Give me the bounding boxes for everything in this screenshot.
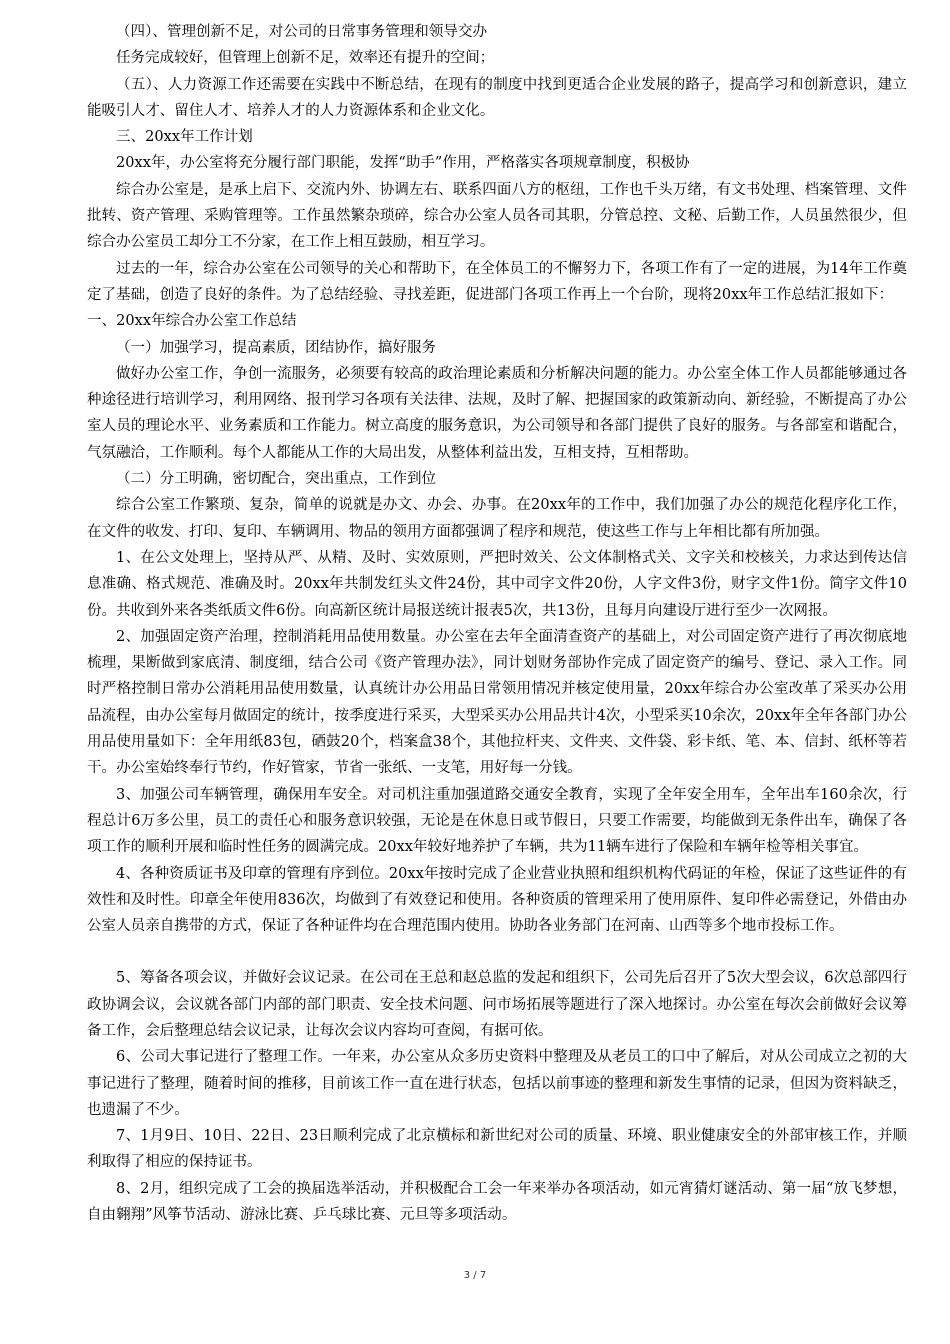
paragraph: （五）、人力资源工作还需要在实践中不断总结，在现有的制度中找到更适合企业发展的路子，提高学习和创新意识，建立能吸引人才、留住人才、培养人才的人力资源体系和企业文化。 — [87, 76, 907, 119]
list-item: 6、公司大事记进行了整理工作。一年来，办公室从众多历史资料中整理及从老员工的口中了解后，对从公司成立之初的大事记进行了整理，随着时间的推移，目前该工作一直在进行状态，包括以前事迹的整理和新发生事情的记录，但因为资料缺乏，也遗漏了不少。 — [87, 1049, 907, 1118]
paragraph: 综合办公室是，是承上启下、交流内外、协调左右、联系四面八方的枢纽，工作也千头万绪，有文书处理、档案管理、文件批转、资产管理、采购管理等。工作虽然繁杂琐碎，综合办公室人员各司其职，分管总控、文秘、后勤工作，人员虽然很少，但综合办公室员工却分工不分家，在工作上相互鼓励，相互学习。 — [87, 181, 907, 251]
list-item: 5、筹备各项会议，并做好会议记录。在公司在王总和赵总监的发起和组织下，公司先后召开了5次大型会议，6次总部四行政协调会议，会议就各部门内部的部门职责、安全技术问题、问市场拓展等题进行了深入地探讨。办公室在每次会前做好会议筹备工作，会后整理总结会议记录，让每次会议内容均可查阅，有据可依。 — [87, 970, 907, 1039]
section-heading: 三、20xx年工作计划 — [116, 129, 253, 146]
paragraph: （四）、管理创新不足，对公司的日常事务管理和领导交办 — [116, 24, 488, 40]
list-item: 4、各种资质证书及印章的管理有序到位。20xx年按时完成了企业营业执照和组织机构代码证的年检，保证了这些证件的有效性和及时性。印章全年使用836次，均做到了有效登记和使用。各种资质的管理采用了使用原件、复印件必需登记，外借由办公室人员亲自携带的方式，保证了各种证件均在合理范围内使用。协助各业务部门在河南、山西等多个地市投标工作。 — [87, 865, 907, 935]
list-item: 8、2月，组织完成了工会的换届选举活动，并积极配合工会一年来举办各项活动，如元宵猜灯谜活动、第一届“放飞梦想，自由翱翔”风筝节活动、游泳比赛、乒乓球比赛、元旦等多项活动。 — [87, 1180, 907, 1224]
subsection-heading: （一）加强学习，提高素质，团结协作，搞好服务 — [116, 339, 437, 356]
paragraph: 20xx年，办公室将充分履行部门职能，发挥“助手”作用，严格落实各项规章制度，积极协 — [116, 155, 690, 172]
paragraph: 任务完成较好，但管理上创新不足，效率还有提升的空间； — [116, 50, 495, 67]
page-number: 3 / 7 — [463, 1270, 487, 1281]
list-item: 2、加强固定资产治理，控制消耗用品使用数量。办公室在去年全面清查资产的基础上，对公司固定资产进行了再次彻底地梳理，果断做到家底清、制度细，结合公司《资产管理办法》，同计划财务部协作完成了固定资产的编号、登记、录入工作。同时严格控制日常办公消耗用品使用数量，认真统计办公用品日常领用情况并核定使用量，20xx年综合办公室改革了采买办公用品流程，由办公室每月做固定的统计，按季度进行采买，大型采买办公用品共计4次，小型采买10余次，20xx年全年各部门办公用品使用量如下：全年用纸83包，硒鼓20个，档案盒38个，其他拉杆夹、文件夹、文件袋、彩卡纸、笔、本、信封、纸杯等若干。办公室始终奉行节约，作好管家，节省一张纸、一支笔，用好每一分钱。 — [87, 628, 907, 777]
list-item: 3、加强公司车辆管理，确保用车安全。对司机注重加强道路交通安全教育，实现了全年安全用车，全年出车160余次，行程总计6万多公里，员工的责任心和服务意识较强，无论是在休息日或节假日，只要工作需要，均能做到无条件出车，确保了各项工作的顺利开展和临时性任务的圆满完成。20xx年较好地养护了车辆，共为11辆车进行了保险和车辆年检等相关事宜。 — [87, 786, 907, 856]
list-item: 1、在公文处理上，坚持从严、从精、及时、实效原则，严把时效关、公文体制格式关、文字关和校核关，力求达到传达信息准确、格式规范、准确及时。20xx年共制发红头文件24份，其中司字文件20份，人字文件3份，财字文件1份。简字文件10份。共收到外来各类纸质文件6份。向高新区统计局报送统计报表5次，共13份，且每月向建设厅进行至少一次网报。 — [87, 549, 907, 619]
list-item: 7、1月9日、10日、22日、23日顺利完成了北京横标和新世纪对公司的质量、环境、职业健康安全的外部审核工作，并顺利取得了相应的保持证书。 — [87, 1128, 907, 1171]
paragraph: 综合公室工作繁琐、复杂，简单的说就是办文、办会、办事。在20xx年的工作中，我们加强了办公的规范化程序化工作，在文件的收发、打印、复印、车辆调用、物品的领用方面都强调了程序和规范，使这些工作与上年相比都有所加强。 — [87, 497, 907, 540]
paragraph: 做好办公室工作，争创一流服务，必须要有较高的政治理论素质和分析解决问题的能力。办公室全体工作人员都能够通过各种途径进行培训学习，利用网络、报刊学习各项有关法律、法规，及时了解、把握国家的政策新动向、新经验，不断提高了办公室人员的理论水平、业务素质和工作能力。树立高度的服务意识，为公司领导和各部门提供了良好的服务。与各部室和谐配合，气氛融洽，工作顺利。每个人都能从工作的大局出发，从整体利益出发，互相支持，互相帮助。 — [87, 365, 907, 461]
paragraph: 过去的一年，综合办公室在公司领导的关心和帮助下，在全体员工的不懈努力下，各项工作有了一定的进展，为14年工作奠定了基础，创造了良好的条件。为了总结经验、寻找差距，促进部门各项工作再上一个台阶，现将20xx年工作总结汇报如下： — [87, 260, 907, 303]
section-heading: 一、20xx年综合办公室工作总结 — [87, 313, 297, 330]
document-body — [87, 19, 907, 1228]
subsection-heading: （二）分工明确，密切配合，突出重点，工作到位 — [116, 471, 437, 488]
